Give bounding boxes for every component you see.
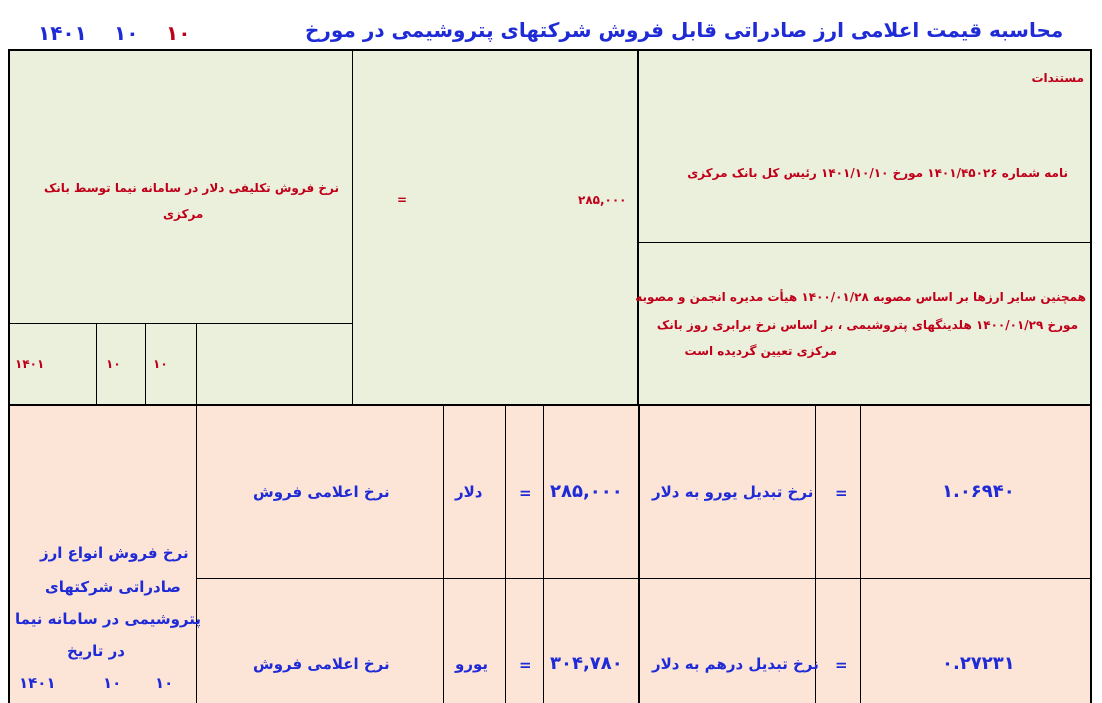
row1-conversion-equals: =	[835, 484, 848, 502]
header-date-day: ۱۰	[166, 21, 191, 45]
other-currencies-note-line-1: همچنین سایر ارزها بر اساس مصوبه ۱۴۰۰/۰۱/۲۸ هیأت مدیره انجمن و مصوبه	[635, 290, 1086, 304]
export-rate-desc-line-3: پتروشیمی در سامانه نیما	[15, 610, 201, 628]
top-equals-sign: =	[397, 193, 408, 207]
row2-conversion-equals: =	[835, 656, 848, 674]
export-rate-desc-line-1: نرخ فروش انواع ارز	[40, 544, 189, 562]
other-currencies-note-line-3: مرکزی تعیین گردیده است	[684, 344, 837, 358]
top-rate-value: ۲۸۵,۰۰۰	[578, 193, 627, 207]
bottom-date-year: ۱۴۰۱	[19, 674, 56, 692]
row1-conversion-value: ۱.۰۶۹۴۰	[942, 481, 1015, 502]
row2-label: نرخ اعلامی فروش	[253, 655, 390, 673]
top-date-month: ۱۰	[106, 357, 121, 371]
row1-label: نرخ اعلامی فروش	[253, 483, 390, 501]
nima-rate-desc-line-1: نرخ فروش تکلیفی دلار در سامانه نیما توسط بانک	[44, 181, 339, 195]
row1-conversion-label: نرخ تبدیل یورو به دلار	[652, 483, 814, 501]
header-date-month: ۱۰	[114, 21, 139, 45]
bottom-date-month: ۱۰	[103, 674, 122, 692]
export-rate-desc-line-2: صادراتی شرکتهای	[45, 578, 181, 596]
documents-label: مستندات	[1031, 71, 1084, 85]
top-date-day: ۱۰	[153, 357, 168, 371]
export-rate-desc-line-4: در تاریخ	[67, 642, 125, 660]
bottom-date-day: ۱۰	[155, 674, 174, 692]
other-currencies-note-line-2: مورخ ۱۴۰۰/۰۱/۲۹ هلدینگهای پتروشیمی ، بر اساس نرخ برابری روز بانک	[656, 318, 1078, 332]
row2-currency: یورو	[455, 655, 488, 673]
row2-value: ۳۰۴,۷۸۰	[550, 653, 623, 674]
page-title: محاسبه قیمت اعلامی ارز صادراتی قابل فروش شرکتهای پتروشیمی در مورخ	[305, 18, 1064, 42]
nima-rate-desc-line-2: مرکزی	[163, 207, 204, 221]
row2-conversion-value: ۰.۲۷۲۳۱	[942, 653, 1015, 674]
header-date-year: ۱۴۰۱	[38, 21, 87, 45]
top-date-year: ۱۴۰۱	[15, 357, 45, 371]
central-bank-letter: نامه شماره ۱۴۰۱/۴۵۰۲۶ مورخ ۱۴۰۱/۱۰/۱۰ رئیس کل بانک مرکزی	[687, 166, 1068, 180]
top-section	[8, 50, 1092, 406]
row2-equals: =	[519, 656, 532, 674]
row1-value: ۲۸۵,۰۰۰	[550, 481, 623, 502]
row2-conversion-label: نرخ تبدیل درهم به دلار	[652, 655, 819, 673]
row1-equals: =	[519, 484, 532, 502]
row1-currency: دلار	[455, 483, 483, 501]
